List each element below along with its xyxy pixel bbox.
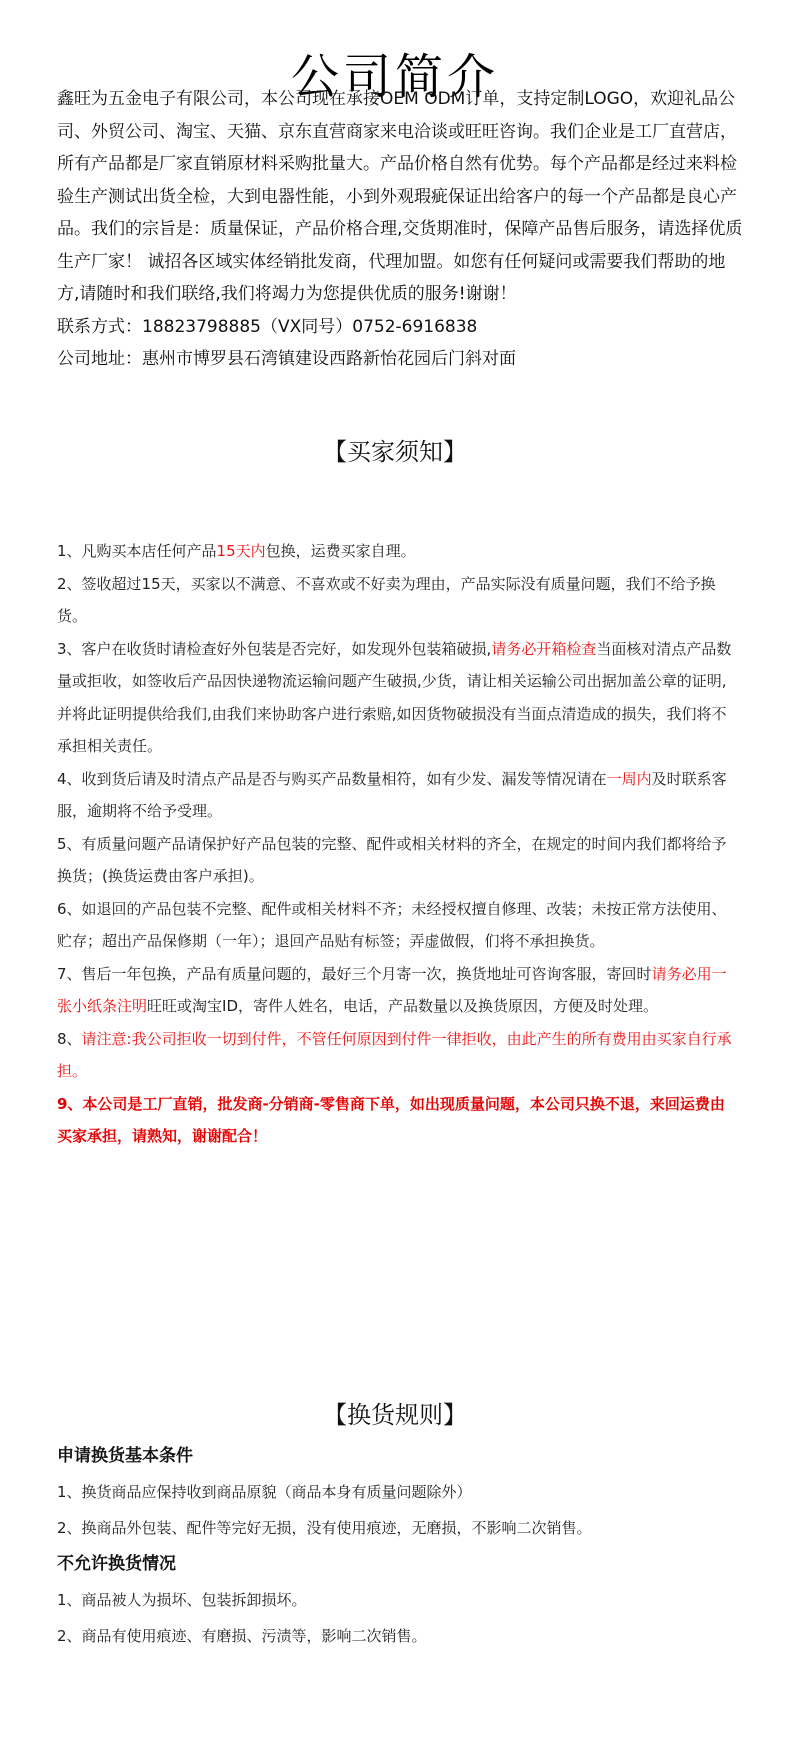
notice-item-6 [57,893,737,958]
notice-item-2 [57,568,737,633]
not-allowed-title: 不允许换货情况 [57,1554,176,1574]
notice-text: 8、 [57,1029,82,1048]
notice-item-3 [57,633,737,763]
notice-item-1 [57,535,737,568]
contact-line [57,311,747,344]
notice-text: 1、凡购买本店任何产品 [57,542,217,560]
contact-label: 联系方式： [57,316,142,337]
address-line [57,343,747,376]
address-label: 公司地址： [57,349,142,369]
notice-text: 旺旺或淘宝ID，寄件人姓名，电话，产品数量以及换货原因，方便及时处理。 [147,997,658,1015]
notice-highlight: 一周内 [606,769,652,788]
notice-highlight: 请务必开箱检查 [491,639,597,658]
notice-text: 6、如退回的产品包装不完整、配件或相关材料不齐；未经授权擅自修理、改装；未按正常方法使用、贮存；超出产品保修期（一年）；退回产品贴有标签；弄虚做假，们将不承担换货。 [57,899,727,950]
notice-item-8 [57,1023,737,1088]
not-allowed-item-2: 2、商品有使用痕迹、有磨损、污渍等，影响二次销售。 [57,1627,427,1645]
notice-text: 4、收到货后请及时清点产品是否与购买产品数量相符，如有少发、漏发等情况请在 [57,769,607,788]
buyer-notice-list [57,535,737,1153]
notice-item-5 [57,828,737,893]
exchange-rules-heading: 【换货规则】 [323,1401,467,1429]
notice-text: 当面核对清点产品数量或拒收，如签收后产品因快递物流运输问题产生破损,少货，请让相关运输公司出据加盖公章的证明,并将此证明提供给我们,由我们来协助客户进行索赔,如因货物破损没有当面点清造成的损失，我们将不承担相关责任。 [57,639,732,755]
allowed-title: 申请换货基本条件 [57,1446,193,1466]
notice-item-9: 9、本公司是工厂直销，批发商-分销商-零售商下单，如出现质量问题，本公司只换不退，来回运费由买家承担，请熟知，谢谢配合！ [57,1094,725,1145]
page-title: 公司简介 [290,49,499,106]
notice-text: 7、售后一年包换，产品有质量问题的，最好三个月寄一次，换货地址可咨询客服，寄回时 [57,964,652,983]
notice-item-4 [57,763,737,828]
not-allowed-item-1: 1、商品被人为损坏、包装拆卸损坏。 [57,1591,307,1609]
address-value: 惠州市博罗县石湾镇建设西路新怡花园后门斜对面 [142,349,516,369]
notice-text: 3、客户在收货时请检查好外包装是否完好，如发现外包装箱破损, [57,639,492,658]
company-intro [57,83,747,376]
notice-text: 包换，运费买家自理。 [265,542,416,560]
notice-text: 5、有质量问题产品请保护好产品包装的完整、配件或相关材料的齐全，在规定的时间内我们都将给予换货；(换货运费由客户承担)。 [57,834,727,885]
notice-highlight: 请务必用一张小纸条注明 [57,964,727,1015]
contact-value: 18823798885（VX同号）0752-6916838 [142,316,478,337]
exchange-rules [57,1438,737,1654]
notice-highlight: 15天内 [216,542,266,560]
notice-highlight: 请注意:我公司拒收一切到付件，不管任何原因到付件一律拒收，由此产生的所有费用由买家自行承担。 [57,1029,732,1080]
allowed-item-1: 1、换货商品应保持收到商品原貌（商品本身有质量问题除外） [57,1483,472,1501]
notice-text: 及时联系客服，逾期将不给予受理。 [57,769,727,820]
notice-item-7 [57,958,737,1023]
allowed-item-2: 2、换商品外包装、配件等完好无损，没有使用痕迹，无磨损，不影响二次销售。 [57,1519,592,1537]
notice-text: 2、签收超过15天，买家以不满意、不喜欢或不好卖为理由，产品实际没有质量问题，我们不给予换货。 [57,574,716,625]
intro-paragraph: 鑫旺为五金电子有限公司，本公司现在承接OEM ODM订单，支持定制LOGO，欢迎礼品公司、外贸公司、淘宝、天猫、京东直营商家来电洽谈或旺旺咨询。我们企业是工厂直营店，所有产品都是厂家直销原材料采购批量大。产品价格自然有优势。每个产品都是经过来料检验生产测试出货全检，大到电器性能，小到外观瑕疵保证出给客户的每一个产品都是良心产品。我们的宗旨是：质量保证，产品价格合理,交货期准时，保障产品售后服务，请选择优质生产厂家！ 诚招各区域实体经销批发商，代理加盟。如您有任何疑问或需要我们帮助的地方,请随时和我们联络,我们将竭力为您提供优质的服务!谢谢！ [57,89,743,304]
buyer-notice-heading: 【买家须知】 [323,438,467,466]
